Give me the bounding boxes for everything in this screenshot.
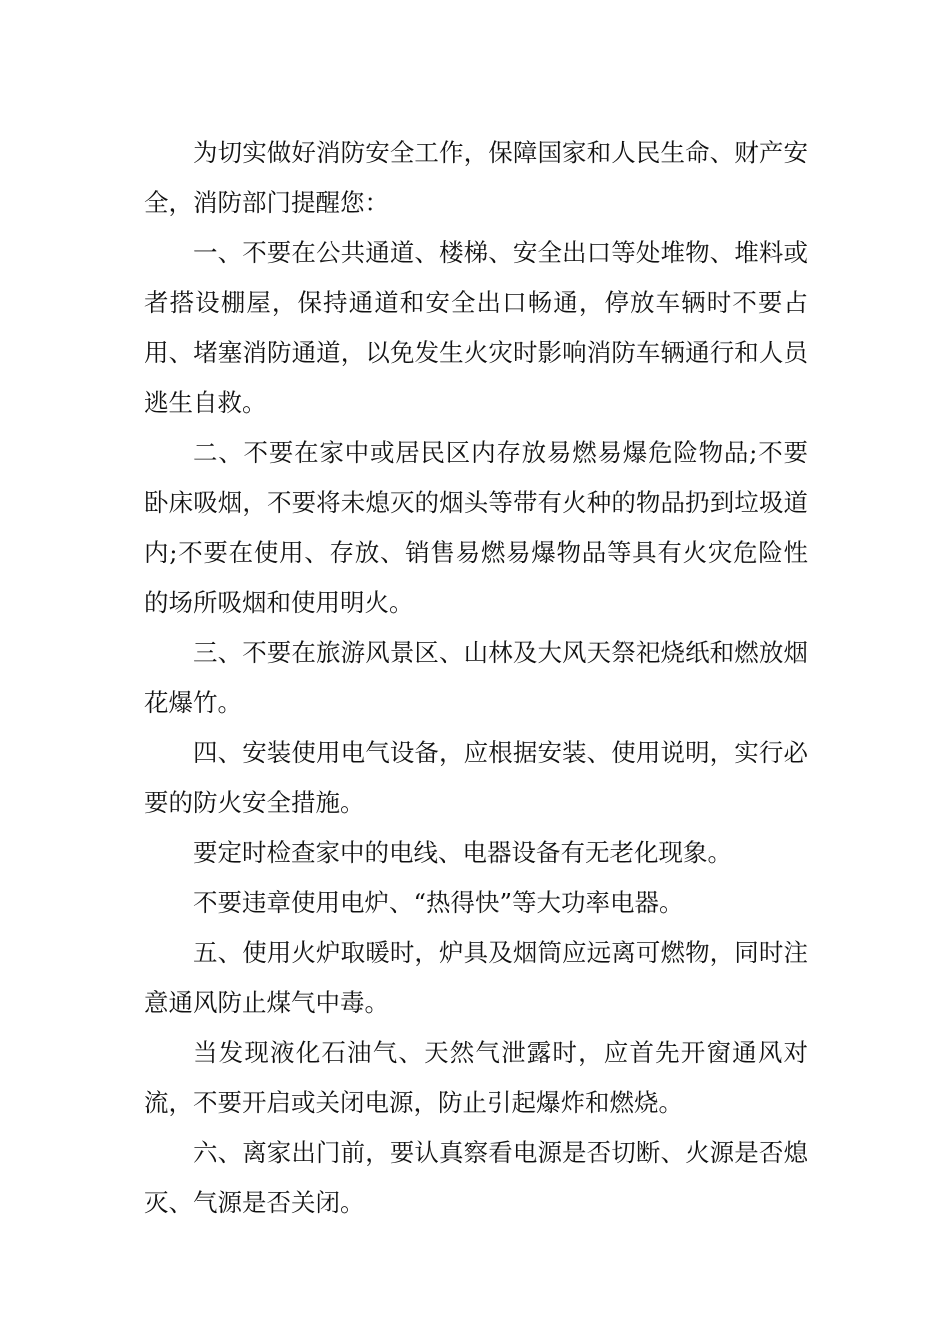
rule-4-note-1: 要定时检查家中的电线、电器设备有无老化现象。 [193,838,732,867]
rule-1-paragraph: 一、不要在公共通道、楼梯、安全出口等处堆物、堆料或者搭设棚屋，保持通道和安全出口畅通，停放车辆时不要占用、堵塞消防通道，以免发生火灾时影响消防车辆通行和人员逃生自救。 [144,238,808,417]
rule-2-paragraph: 二、不要在家中或居民区内存放易燃易爆危险物品;不要卧床吸烟，不要将未熄灭的烟头等带有火种的物品扔到垃圾道内;不要在使用、存放、销售易燃易爆物品等具有火灾危险性的场所吸烟和使用明火。 [144,438,808,617]
rule-4-paragraph: 四、安装使用电气设备，应根据安装、使用说明，实行必要的防火安全措施。 [144,738,808,817]
rule-5-paragraph: 五、使用火炉取暖时，炉具及烟筒应远离可燃物，同时注意通风防止煤气中毒。 [144,938,808,1017]
document-body [144,128,808,1228]
rule-3-paragraph: 三、不要在旅游风景区、山林及大风天祭祀烧纸和燃放烟花爆竹。 [144,638,808,717]
rule-4-note-2: 不要违章使用电炉、“热得快”等大功率电器。 [193,888,684,917]
rule-5-note: 当发现液化石油气、天然气泄露时，应首先开窗通风对流，不要开启或关闭电源，防止引起爆炸和燃烧。 [144,1038,808,1117]
intro-paragraph: 为切实做好消防安全工作，保障国家和人民生命、财产安全，消防部门提醒您： [144,138,808,217]
rule-6-paragraph: 六、离家出门前，要认真察看电源是否切断、火源是否熄灭、气源是否关闭。 [144,1138,808,1217]
